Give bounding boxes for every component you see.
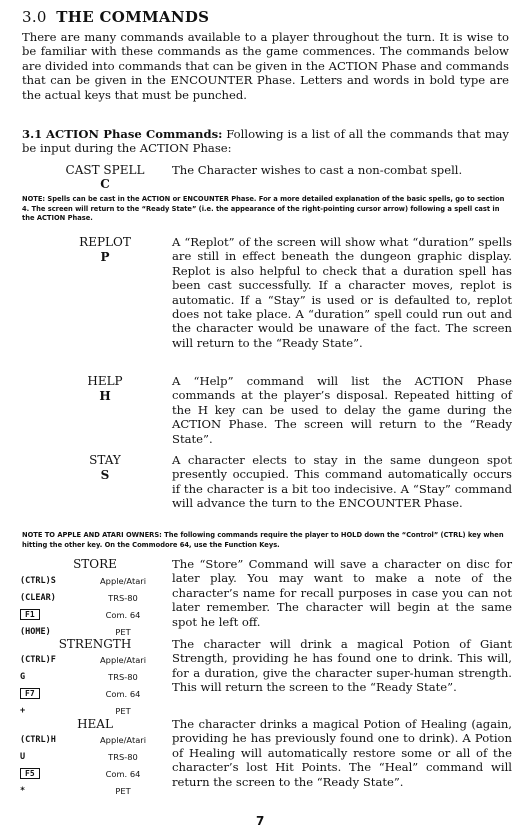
key-row [20,589,170,606]
key-label: (CTRL)H [20,734,56,745]
cmd-replot-name: REPLOT [79,235,131,249]
key-label: F7 [20,689,78,699]
cmd-stay-key: S [100,468,110,482]
key-row [20,765,170,782]
section-title: 3.0 THE COMMANDS [22,8,210,26]
key-label: (CLEAR) [20,592,56,603]
subsection-paragraph: 3.1 ACTION Phase Commands: Following is a list of all the commands that may be input during the ACTION Phase: [22,127,509,156]
key-label: (CTRL)S [20,575,56,586]
cmd-strength-name: STRENGTH [58,637,132,651]
cmd-strength-desc: The character will drink a magical Potion of Giant Strength, providing he has found one to drink. This will, for a duration, give the character super-human strength. This will return the screen to the “Ready State”. [172,637,512,695]
cmd-help-desc: A “Help” command will list the ACTION Phase commands at the player’s disposal. Repeated hitting of the H key can be used to delay the game during the ACTION Phase. The screen will return to the “Ready State”. [172,374,512,446]
key-label: * [20,785,26,796]
machine-label: TRS-80 [108,671,138,682]
cmd-store-keys [20,572,170,640]
spells-note: NOTE: Spells can be cast in the ACTION or ENCOUNTER Phase. For a more detailed explanation of the basic spells, go to section 4. The screen will return to the “Ready State” (i.e. the appearance of the right-pointing cursor arrow) following a spell cast in the ACTION Phase. [22,195,505,223]
machine-label: PET [115,626,131,637]
machine-label: Com. 64 [105,768,141,779]
key-row [20,606,170,623]
machine-label: Com. 64 [105,609,141,620]
cmd-heal-keys [20,731,170,799]
key-label: + [20,705,26,716]
cmd-replot-key: P [100,250,110,264]
cmd-strength-keys [20,651,170,719]
page-number: 7 [256,814,265,828]
machine-label: TRS-80 [108,592,138,603]
cmd-replot-desc: A “Replot” of the screen will show what “duration” spells are still in effect beneath the dungeon graphic display. Replot is also helpful to check that a duration spell has been cast successfully. If a character moves, replot is automatic. If a “Stay” is used or is defaulted to, replot does not take place. A “duration” spell could run out and the character would be unaware of the fact. The screen will return to the “Ready State”. [172,235,512,350]
cmd-cast-spell-name: CAST SPELL [65,163,145,177]
key-row [20,651,170,668]
key-row [20,668,170,685]
key-label: F5 [20,769,78,779]
cmd-cast-spell-key: C [100,177,110,191]
cmd-help-name: HELP [87,374,123,388]
machine-label: Apple/Atari [100,734,146,745]
intro-paragraph: There are many commands available to a player throughout the turn. It is wise to be familiar with these commands as the game commences. The commands below are divided into commands that can be given in the ACTION Phase and commands that can be given in the ENCOUNTER Phase. Letters and words in bold type are the actual keys that must be punched. [22,30,509,102]
cmd-cast-spell-desc: The Character wishes to cast a non-combat spell. [172,163,463,177]
machine-label: TRS-80 [108,751,138,762]
key-label: (HOME) [20,626,51,637]
key-row [20,731,170,748]
cmd-heal-desc: The character drinks a magical Potion of Healing (again, providing he has previously found one to drink). A Potion of Healing will automatically restore some or all of the character’s lost Hit Points. The “Heal” command will return the screen to the “Ready State”. [172,717,512,789]
machine-label: PET [115,705,131,716]
key-label: U [20,751,26,762]
cmd-stay-name: STAY [89,453,121,467]
cmd-stay-desc: A character elects to stay in the same dungeon spot presently occupied. This command automatically occurs if the character is a bit too indecisive. A “Stay” command will advance the turn to the ENCOUNTER Phase. [172,453,512,511]
owners-note: NOTE TO APPLE AND ATARI OWNERS: The following commands require the player to HOLD down the “Control” (CTRL) key when hitting the other key. On the Commodore 64, use the Function Keys. [22,531,504,549]
machine-label: Apple/Atari [100,654,146,665]
cmd-store-name: STORE [73,557,117,571]
machine-label: PET [115,785,131,796]
key-label: (CTRL)F [20,654,56,665]
cmd-help-key: H [99,389,111,403]
cmd-heal-name: HEAL [77,717,113,731]
machine-label: Apple/Atari [100,575,146,586]
key-row [20,782,170,799]
key-row [20,685,170,702]
key-row [20,572,170,589]
cmd-store-desc: The “Store” Command will save a character on disc for later play. You may want to make a note of the character’s name for recall purposes in case you can not later remember. The character will begin at the same spot he left off. [172,557,512,629]
key-label: F1 [20,610,78,620]
key-row [20,748,170,765]
key-label: G [20,671,26,682]
machine-label: Com. 64 [105,688,141,699]
